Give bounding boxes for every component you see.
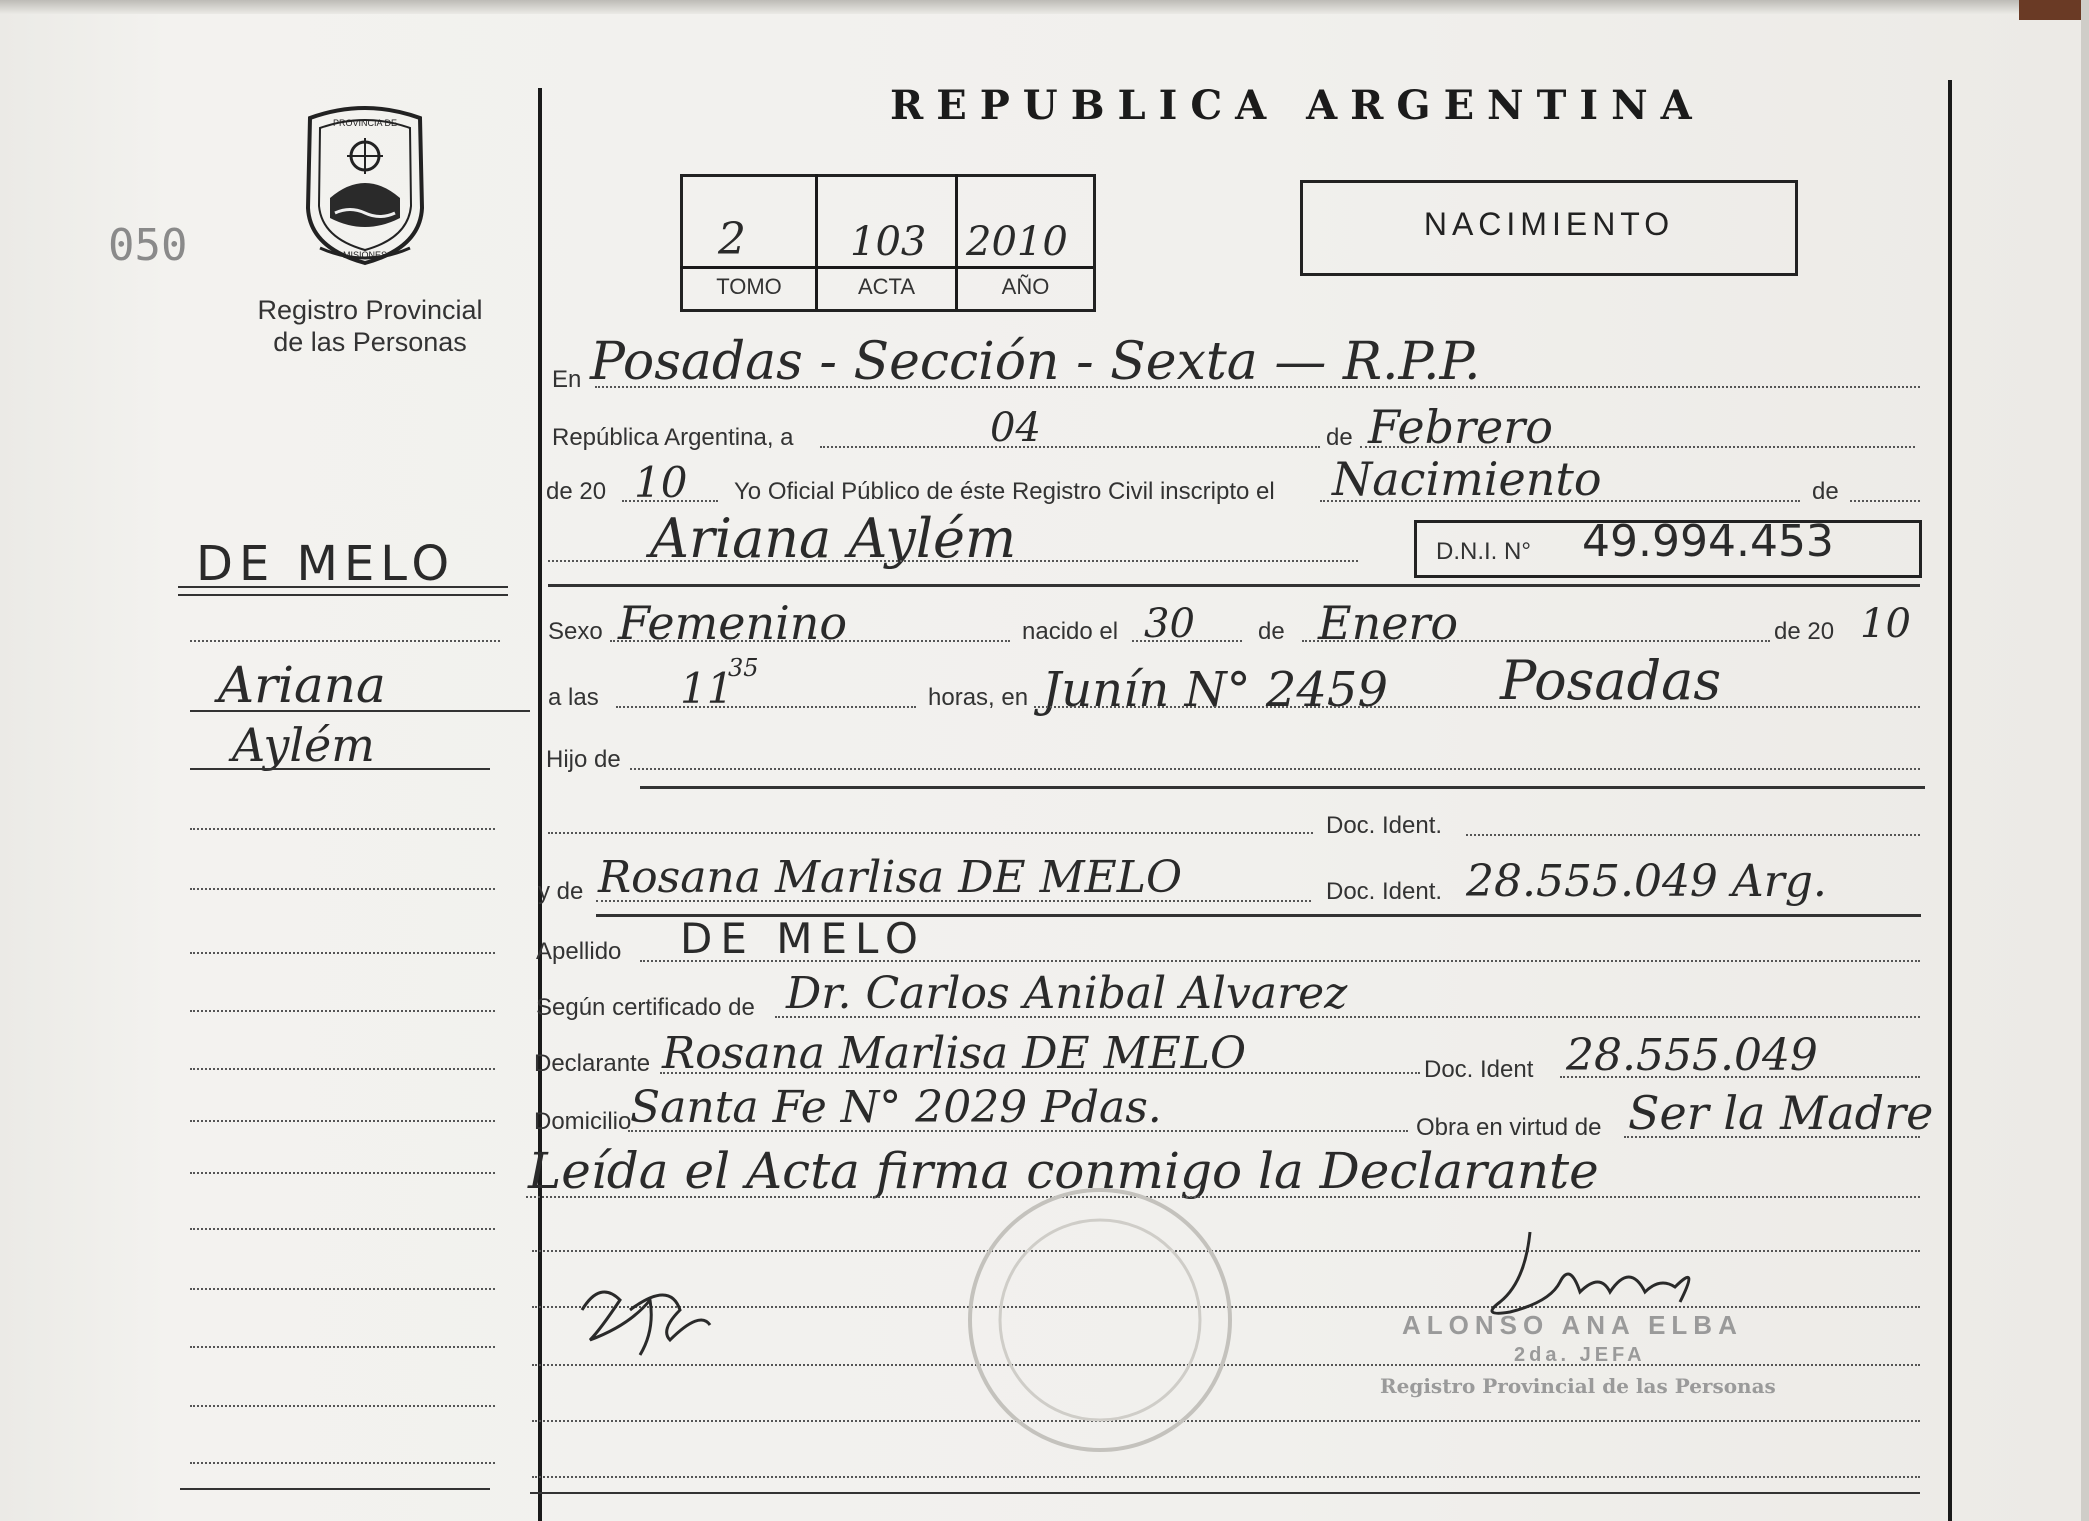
field-mother-doc: 28.555.049 Arg. [1466,856,1827,907]
rule-hour [616,706,916,708]
label-de-end: de [1812,478,1839,505]
tomo-label: TOMO [716,274,782,299]
field-mother: Rosana Marlisa DE MELO [598,852,1183,903]
field-month: Febrero [1368,400,1553,454]
field-domicile: Santa Fe N° 2029 Pdas. [630,1082,1162,1133]
rule-birth-month [1302,640,1770,642]
field-declarant: Rosana Marlisa DE MELO [662,1028,1247,1079]
margin-surname: DE MELO [196,536,456,592]
emblem-bottom-text: MISIONES [342,250,388,260]
empty-rule [532,1476,1920,1478]
margin-rule [190,1346,495,1348]
field-act-type: Nacimiento [1332,452,1602,506]
label-y-de: y de [538,878,584,905]
label-oficial: Yo Oficial Público de éste Registro Civil inscripto el [734,478,1275,505]
margin-rule [190,640,500,642]
label-hijo: Hijo de [546,746,621,773]
label-apellido: Apellido [536,938,622,965]
anio-label: AÑO [1001,274,1050,299]
page-right-edge [2081,0,2089,1521]
acta-label: ACTA [857,274,916,299]
rule-horas [1034,706,1920,708]
margin-rule [190,1288,495,1290]
field-birth-day: 30 [1144,601,1195,647]
rule-doc-ident-1 [1466,834,1920,836]
label-obra: Obra en virtud de [1416,1114,1602,1141]
rule-apellido [640,960,1920,962]
label-doc-ident-3: Doc. Ident [1424,1056,1534,1083]
rule-mother [596,900,1311,902]
page-top-shadow [0,0,2089,14]
rule-year [622,500,718,502]
field-birth-address: Junín N° 2459 [1042,662,1389,718]
label-a-las: a las [548,684,599,711]
field-birth-year-suffix: 10 [1860,601,1911,647]
margin-rule [190,952,495,954]
field-birth-city: Posadas [1500,649,1722,712]
emblem-top-text: PROVINCIA DE [332,118,398,128]
field-declarant-doc: 28.555.049 [1566,1030,1818,1081]
table-row-divider [680,266,1093,269]
record-type: NACIMIENTO [1423,206,1675,242]
field-hour: 11 [680,664,734,713]
corner-edge [2019,0,2089,20]
field-place: Posadas - Sección - Sexta — R.P.P. [590,332,1481,392]
field-day: 04 [990,405,1041,451]
margin-rule [190,1172,495,1174]
label-de-year2: de 20 [1774,618,1835,645]
right-border [1948,80,1952,1521]
official-role: 2da. JEFA [1514,1344,1646,1366]
registry-name [230,294,510,358]
rule-father-name [548,832,1313,834]
rule-child-double [548,584,1920,587]
label-dni: D.N.I. N° [1436,538,1531,565]
field-note: Leída el Acta firma conmigo la Declarante [528,1142,1599,1200]
rule-day [820,446,1320,448]
official-office: Registro Provincial de las Personas [1380,1374,1776,1398]
rule-month [1360,446,1915,448]
rule-child-name [548,560,1358,562]
rule-de-end [1850,500,1920,502]
field-child-name: Ariana Aylém [650,507,1017,570]
folio-number: 050 [108,220,188,271]
field-birth-month: Enero [1318,596,1459,650]
acta-value: 103 [850,219,927,265]
field-year-suffix: 10 [634,458,688,507]
field-sex: Femenino [618,596,848,650]
label-domicilio: Domicilio [534,1108,632,1135]
header-title: REPUBLICA ARGENTINA [890,82,1705,129]
emblem-icon [290,98,440,268]
field-surname: DE MELO [680,914,926,963]
field-by-virtue: Ser la Madre [1628,1086,1934,1140]
margin-line-a [190,710,530,712]
label-republica: República Argentina, a [552,424,794,451]
anio-value: 2010 [966,219,1068,265]
rule-obra [1624,1136,1920,1138]
label-doc-ident-1: Doc. Ident. [1326,812,1443,839]
margin-surname-underline [178,586,508,588]
label-segun: Según certificado de [536,994,755,1021]
label-doc-ident-2: Doc. Ident. [1326,878,1443,905]
margin-rule [190,1010,495,1012]
official-name: ALONSO ANA ELBA [1402,1310,1743,1340]
bottom-rule [530,1492,1920,1494]
declarant-signature [570,1270,730,1370]
field-dni-number: 49.994.453 [1582,516,1834,567]
label-de-month: de [1326,424,1353,451]
rule-declarante [660,1072,1420,1074]
rule-hijo-solid [640,786,1925,789]
margin-rule [190,1405,495,1407]
label-declarante: Declarante [534,1050,651,1077]
field-certificate-by: Dr. Carlos Anibal Alvarez [786,968,1348,1019]
margin-line-b [190,768,490,770]
label-sexo: Sexo [548,618,603,645]
rule-segun [775,1016,1920,1018]
label-en: En [552,366,582,393]
margin-surname-underline-2 [178,594,508,596]
registry-name-line-1: Registro Provincial [257,295,483,325]
margin-rule [190,1068,495,1070]
label-de-year: de 20 [546,478,607,505]
margin-bottom-rule [180,1488,490,1490]
field-minutes: 35 [728,654,759,682]
margin-given-name-2: Aylém [232,718,375,772]
margin-rule [190,888,495,890]
registry-seal-icon [960,1170,1240,1470]
rule-birth-day [1132,640,1242,642]
rule-declarant-doc [1560,1076,1920,1078]
margin-given-name-1: Ariana [218,656,386,714]
label-de-mid: de [1258,618,1285,645]
registry-name-line-2: de las Personas [273,327,467,357]
margin-rule [190,1228,495,1230]
tomo-value: 2 [718,214,746,265]
margin-rule [190,1120,495,1122]
rule-act-type [1320,500,1800,502]
margin-rule [190,828,495,830]
rule-sex [610,640,1010,642]
label-nacido: nacido el [1022,618,1119,645]
margin-rule [190,1462,495,1464]
rule-en [595,386,1920,388]
rule-domicilio [628,1130,1408,1132]
province-emblem [290,98,440,268]
rule-hijo [630,768,1920,770]
label-horas: horas, en [928,684,1029,711]
